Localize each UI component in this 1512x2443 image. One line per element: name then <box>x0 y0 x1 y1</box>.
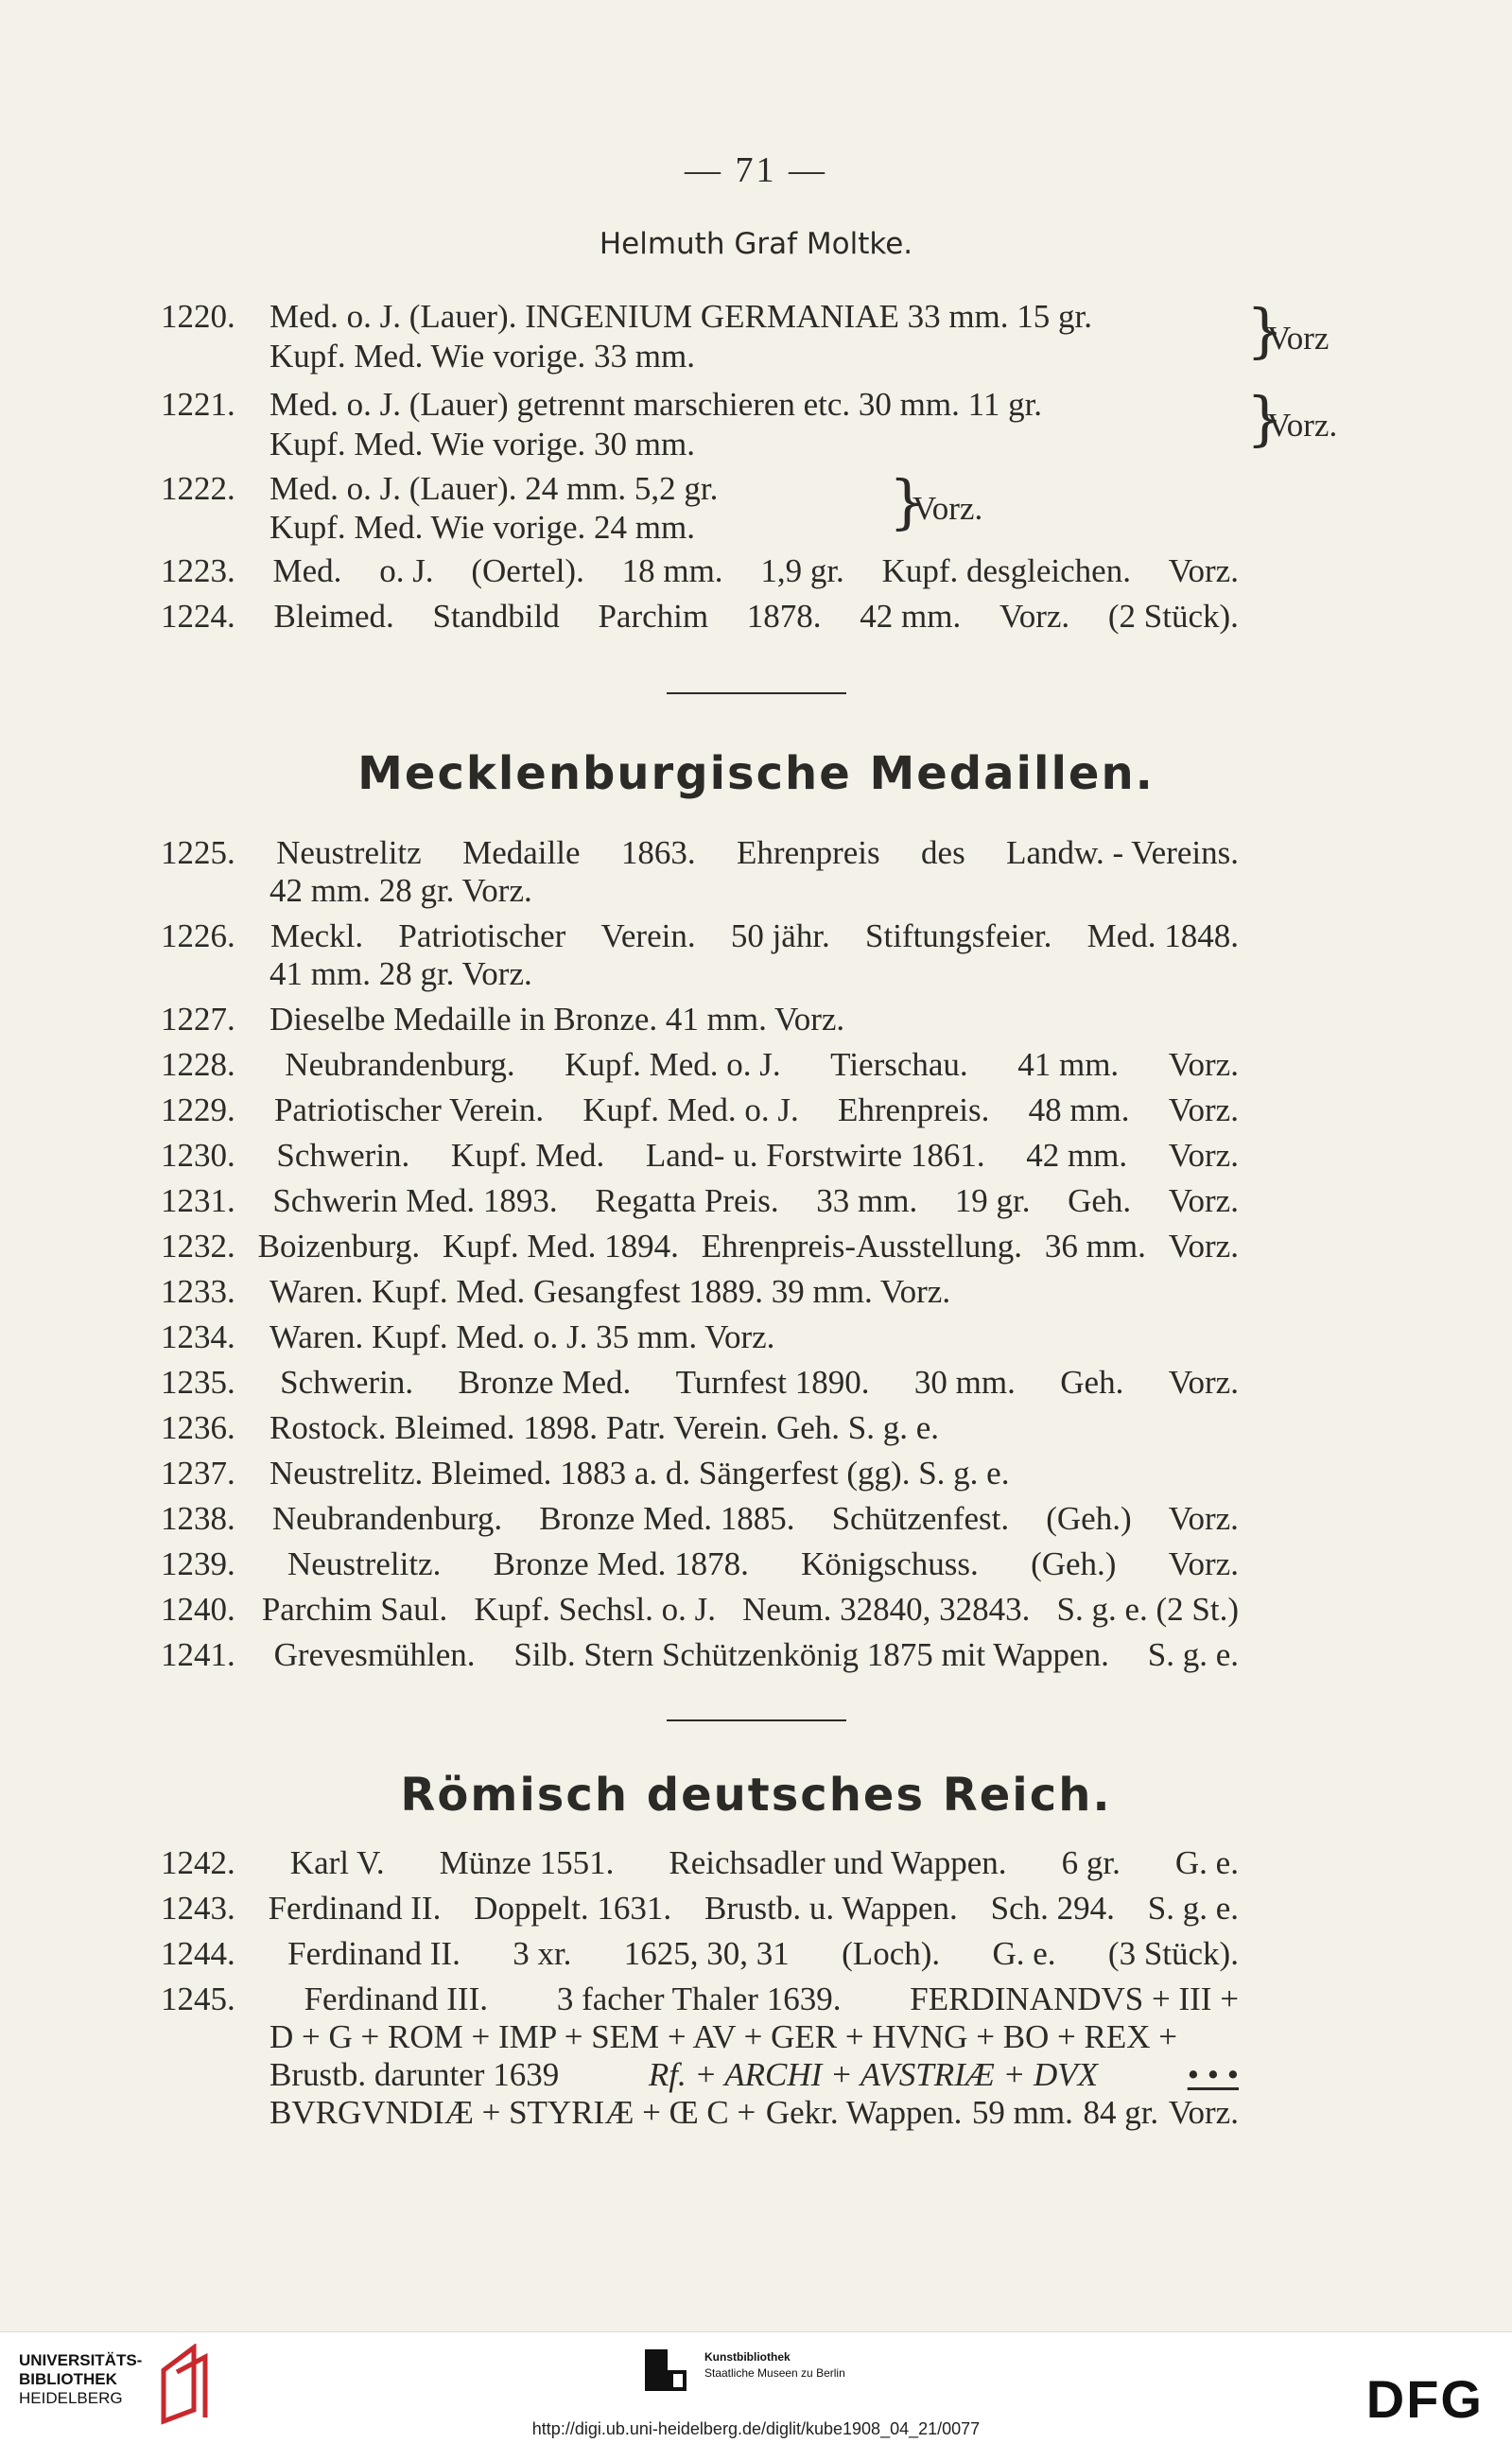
catalog-entry: 1224. Bleimed. Standbild Parchim 1878. 42 mm. Vorz. (2 Stück). <box>161 598 1239 635</box>
catalog-entry: 1234. Waren. Kupf. Med. o. J. 35 mm. Vorz. <box>161 1318 775 1355</box>
library-emblem-icon <box>156 2344 213 2425</box>
brace-note: Vorz. <box>912 490 983 527</box>
catalog-entry-continuation: 41 mm. 28 gr. Vorz. <box>269 955 532 992</box>
dfg-logo: DFG <box>1365 2369 1484 2429</box>
section-title: Römisch deutsches Reich. <box>400 1769 1112 1822</box>
catalog-entry: 1226. Meckl. Patriotischer Verein. 50 jähr. Stiftungsfeier. Med. 1848. <box>161 917 1239 954</box>
catalog-entry-continuation: Kupf. Med. Wie vorige. 24 mm. <box>269 509 695 546</box>
brace-note: Vorz <box>1267 320 1330 357</box>
kunstbibliothek-logo-icon <box>645 2349 686 2391</box>
catalog-entry: 1228. Neubrandenburg. Kupf. Med. o. J. Tierschau. 41 mm. Vorz. <box>161 1046 1239 1083</box>
catalog-entry-continuation: 42 mm. 28 gr. Vorz. <box>269 872 532 909</box>
brace: } <box>1246 384 1284 453</box>
catalog-entry: 1235. Schwerin. Bronze Med. Turnfest 1890. 30 mm. Geh. Vorz. <box>161 1364 1239 1401</box>
catalog-entry: 1236. Rostock. Bleimed. 1898. Patr. Verein. Geh. S. g. e. <box>161 1409 940 1446</box>
catalog-entry: 1225. Neustrelitz Medaille 1863. Ehrenpreis des Landw. - Vereins. <box>161 834 1239 871</box>
catalog-entry-continuation: D + G + ROM + IMP + SEM + AV + GER + HVNG + BO + REX + <box>269 2018 1178 2055</box>
catalog-entry: 1244. Ferdinand II. 3 xr. 1625, 30, 31 (Loch). G. e. (3 Stück). <box>161 1935 1239 1972</box>
catalog-entry: 1238. Neubrandenburg. Bronze Med. 1885. Schützenfest. (Geh.) Vorz. <box>161 1500 1239 1537</box>
catalog-entry: 1239. Neustrelitz. Bronze Med. 1878. Königschuss. (Geh.) Vorz. <box>161 1545 1239 1582</box>
catalog-entry: 1220. Med. o. J. (Lauer). INGENIUM GERMANIAE 33 mm. 15 gr. <box>161 298 1093 335</box>
catalog-entry: 1229. Patriotischer Verein. Kupf. Med. o. J. Ehrenpreis. 48 mm. Vorz. <box>161 1091 1239 1128</box>
catalog-entry: 1223. Med. o. J. (Oertel). 18 mm. 1,9 gr. Kupf. desgleichen. Vorz. <box>161 552 1239 589</box>
divider <box>667 1719 846 1721</box>
catalog-entry: 1230. Schwerin. Kupf. Med. Land- u. Forstwirte 1861. 42 mm. Vorz. <box>161 1137 1239 1174</box>
catalog-entry: 1242. Karl V. Münze 1551. Reichsadler und Wappen. 6 gr. G. e. <box>161 1844 1239 1881</box>
brace: } <box>1246 296 1284 365</box>
section-title: Mecklenburgische Medaillen. <box>357 747 1155 800</box>
kunstbibliothek-text: Kunstbibliothek Staatliche Museen zu Berlin <box>704 2350 845 2380</box>
catalog-entry: 1231. Schwerin Med. 1893. Regatta Preis. 33 mm. 19 gr. Geh. Vorz. <box>161 1182 1239 1219</box>
footer-bar <box>0 2331 1512 2443</box>
catalog-entry: 1237. Neustrelitz. Bleimed. 1883 a. d. Sängerfest (gg). S. g. e. <box>161 1455 1010 1492</box>
divider <box>667 692 846 694</box>
catalog-entry-continuation: Kupf. Med. Wie vorige. 33 mm. <box>269 338 695 375</box>
brace: } <box>889 467 927 536</box>
catalog-entry-continuation: Brustb. darunter 1639 Rf. + ARCHI + AVSTRIÆ + DVX • • • <box>269 2056 1239 2093</box>
subheading: Helmuth Graf Moltke. <box>599 227 913 261</box>
catalog-entry: 1241. Grevesmühlen. Silb. Stern Schützenkönig 1875 mit Wappen. S. g. e. <box>161 1636 1239 1673</box>
page-number: — 71 — <box>685 150 827 190</box>
catalog-entry: 1221. Med. o. J. (Lauer) getrennt marschieren etc. 30 mm. 11 gr. <box>161 386 1043 423</box>
catalog-entry: 1240. Parchim Saul. Kupf. Sechsl. o. J. Neum. 32840, 32843. S. g. e. (2 St.) <box>161 1591 1239 1628</box>
library-logo-text: UNIVERSITÄTS- BIBLIOTHEK HEIDELBERG <box>19 2351 143 2407</box>
catalog-entry: 1233. Waren. Kupf. Med. Gesangfest 1889. 39 mm. Vorz. <box>161 1273 951 1310</box>
catalog-entry: 1245. Ferdinand III. 3 facher Thaler 1639. FERDINANDVS + III + <box>161 1981 1239 2017</box>
catalog-entry: 1227. Dieselbe Medaille in Bronze. 41 mm. Vorz. <box>161 1001 845 1038</box>
brace-note: Vorz. <box>1267 407 1338 444</box>
catalog-entry-continuation: BVRGVNDIÆ + STYRIÆ + Œ C + Gekr. Wappen. 59 mm. 84 gr. Vorz. <box>269 2094 1239 2131</box>
catalog-entry-continuation: Kupf. Med. Wie vorige. 30 mm. <box>269 426 695 462</box>
catalog-entry: 1222. Med. o. J. (Lauer). 24 mm. 5,2 gr. <box>161 470 719 507</box>
catalog-entry: 1243. Ferdinand II. Doppelt. 1631. Brustb. u. Wappen. Sch. 294. S. g. e. <box>161 1890 1239 1927</box>
source-url[interactable]: http://digi.ub.uni-heidelberg.de/diglit/kube1908_04_21/0077 <box>531 2419 981 2438</box>
catalog-entry: 1232. Boizenburg. Kupf. Med. 1894. Ehrenpreis-Ausstellung. 36 mm. Vorz. <box>161 1228 1239 1265</box>
